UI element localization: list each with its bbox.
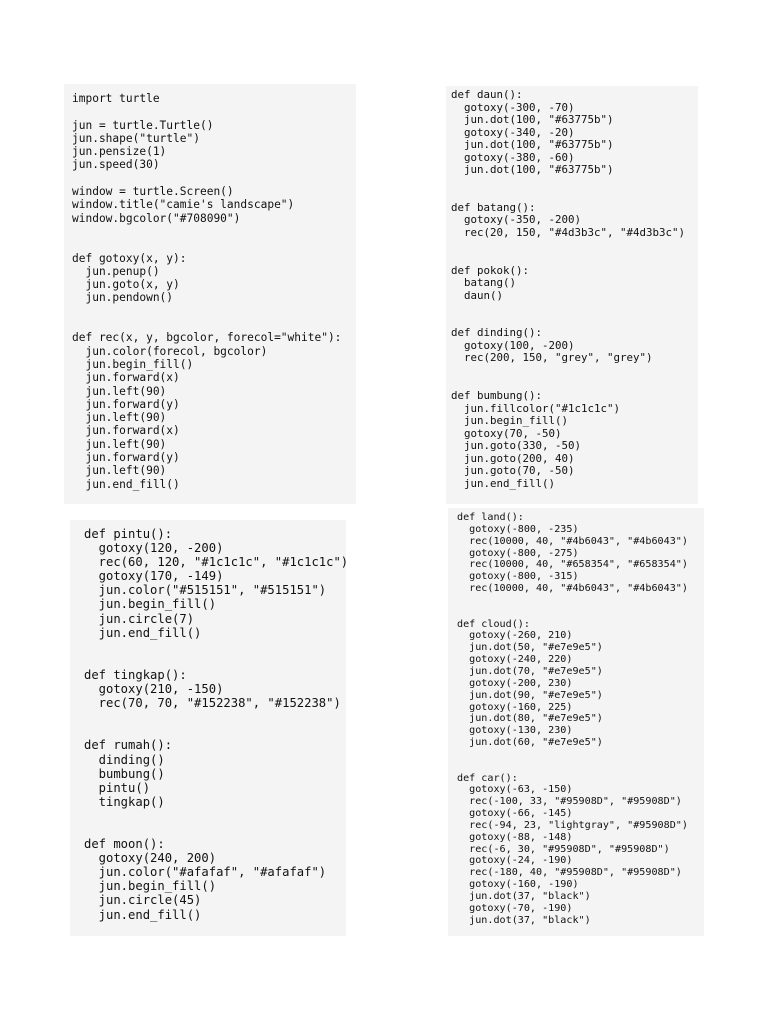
- code-line: jun.circle(45): [84, 893, 202, 908]
- code-line: [84, 640, 346, 654]
- code-line: jun.left(90): [72, 437, 167, 451]
- code-line: gotoxy(-88, -148): [457, 831, 573, 843]
- code-line: jun.dot(37, "black"): [457, 914, 591, 926]
- code-line: gotoxy(-800, -235): [457, 523, 579, 535]
- code-line: def daun():: [451, 88, 523, 101]
- code-line: [72, 305, 356, 318]
- code-line: gotoxy(-260, 210): [457, 630, 573, 642]
- code-line: jun.forward(x): [72, 371, 180, 385]
- code-line: jun.forward(x): [72, 424, 180, 438]
- code-panel-house-details-and-moon: [70, 520, 349, 936]
- code-line: jun.pendown(): [72, 291, 174, 305]
- code-line: [451, 302, 698, 315]
- code-panel-tree-and-house: [446, 86, 698, 504]
- code-line: import turtle: [72, 92, 160, 105]
- code-line: jun.pensize(1): [72, 145, 167, 159]
- code-line: rec(-6, 30, "#95908D", "#95908D"): [457, 843, 670, 855]
- code-line: [84, 724, 346, 738]
- code-line: window.title("camie's landscape"): [72, 198, 295, 212]
- code-line: tingkap(): [84, 794, 165, 809]
- code-line: def batang():: [451, 200, 536, 214]
- code-line: [451, 177, 698, 190]
- code-line: [72, 105, 356, 118]
- code-line: jun.dot(70, "#e7e9e5"): [457, 665, 603, 677]
- code-line: jun.dot(90, "#e7e9e5"): [457, 689, 603, 701]
- code-line: def car():: [457, 772, 518, 784]
- code-line: jun.dot(100, "#63775b"): [451, 163, 614, 177]
- code-line: jun.dot(60, "#e7e9e5"): [457, 737, 603, 749]
- code-line: jun.end_fill(): [84, 907, 202, 922]
- code-line: gotoxy(-300, -70): [451, 100, 575, 114]
- code-line: jun.penup(): [72, 264, 160, 278]
- code-line: [457, 749, 704, 761]
- code-line: jun.goto(x, y): [72, 278, 180, 292]
- code-line: jun.begin_fill(): [84, 597, 217, 612]
- code-line: def pintu():: [84, 527, 173, 541]
- code-line: pintu(): [84, 780, 151, 795]
- code-line: rec(60, 120, "#1c1c1c", "#1c1c1c"): [84, 555, 349, 570]
- code-line: gotoxy(-340, -20): [451, 125, 575, 139]
- code-line: def bumbung():: [451, 389, 543, 403]
- code-line: gotoxy(-380, -60): [451, 150, 575, 164]
- code-line: jun.end_fill(): [84, 625, 202, 640]
- code-line: jun.begin_fill(): [451, 414, 569, 428]
- code-line: window.bgcolor("#708090"): [72, 211, 241, 225]
- code-line: [72, 238, 356, 251]
- code-line: jun.goto(200, 40): [451, 451, 575, 465]
- code-line: def cloud():: [457, 618, 530, 630]
- code-line: gotoxy(100, -200): [451, 338, 575, 352]
- code-line: rec(-100, 33, "#95908D", "#95908D"): [457, 796, 682, 808]
- code-line: rec(10000, 40, "#4b6043", "#4b6043"): [457, 583, 688, 595]
- code-line: jun.speed(30): [72, 158, 160, 172]
- code-line: gotoxy(-63, -150): [457, 784, 573, 796]
- code-line: [84, 809, 346, 823]
- code-line: jun.left(90): [72, 411, 167, 425]
- code-line: rec(200, 150, "grey", "grey"): [451, 351, 653, 365]
- code-line: jun.begin_fill(): [72, 357, 194, 371]
- code-line: [451, 240, 698, 253]
- code-line: jun.end_fill(): [451, 476, 556, 490]
- code-line: [84, 654, 346, 668]
- code-line: gotoxy(120, -200): [84, 541, 224, 556]
- code-line: def rec(x, y, bgcolor, forecol="white"):: [72, 331, 342, 345]
- code-line: [457, 761, 704, 773]
- code-line: def land():: [457, 512, 524, 523]
- code-line: gotoxy(70, -50): [451, 426, 562, 440]
- code-panel-setup: [64, 84, 356, 504]
- code-line: [84, 710, 346, 724]
- code-line: window = turtle.Screen(): [72, 185, 234, 199]
- code-line: jun.shape("turtle"): [72, 131, 200, 145]
- code-line: gotoxy(-800, -275): [457, 547, 579, 559]
- code-line: rec(10000, 40, "#4b6043", "#4b6043"): [457, 535, 688, 547]
- code-line: gotoxy(-130, 230): [457, 725, 573, 737]
- code-line: jun.dot(50, "#e7e9e5"): [457, 642, 603, 654]
- code-line: gotoxy(210, -150): [84, 682, 224, 697]
- code-line: [451, 252, 698, 265]
- code-line: rec(-180, 40, "#95908D", "#95908D"): [457, 867, 682, 879]
- code-line: jun.goto(70, -50): [451, 464, 575, 478]
- code-line: jun.forward(y): [72, 451, 180, 465]
- code-line: jun.fillcolor("#1c1c1c"): [451, 401, 621, 415]
- code-line: gotoxy(170, -149): [84, 569, 224, 584]
- code-line: jun.left(90): [72, 384, 167, 398]
- code-line: jun.dot(100, "#63775b"): [451, 138, 614, 152]
- code-line: jun = turtle.Turtle(): [72, 118, 214, 132]
- code-line: [72, 172, 356, 185]
- code-line: [451, 365, 698, 378]
- code-line: jun.color("#515151", "#515151"): [84, 583, 327, 598]
- code-line: rec(10000, 40, "#658354", "#658354"): [457, 559, 688, 571]
- code-line: [84, 823, 346, 837]
- code-line: def rumah():: [84, 738, 173, 753]
- code-line: gotoxy(-800, -315): [457, 571, 579, 583]
- code-line: gotoxy(-160, -190): [457, 879, 579, 891]
- code-line: rec(70, 70, "#152238", "#152238"): [84, 696, 341, 711]
- code-line: jun.left(90): [72, 464, 167, 478]
- code-panel-land-cloud-car: [448, 508, 704, 936]
- code-line: jun.dot(100, "#63775b"): [451, 113, 614, 127]
- code-line: batang(): [451, 276, 517, 290]
- code-line: rec(20, 150, "#4d3b3c", "#4d3b3c"): [451, 226, 686, 240]
- code-line: def moon():: [84, 837, 165, 852]
- code-line: gotoxy(-240, 220): [457, 654, 573, 666]
- code-line: jun.forward(y): [72, 397, 180, 411]
- code-line: jun.color(forecol, bgcolor): [72, 344, 268, 358]
- code-line: rec(-94, 23, "lightgray", "#95908D"): [457, 819, 688, 831]
- code-line: jun.end_fill(): [72, 477, 180, 491]
- code-line: jun.dot(80, "#e7e9e5"): [457, 713, 603, 725]
- code-line: gotoxy(240, 200): [84, 851, 217, 866]
- code-line: jun.dot(37, "black"): [457, 891, 591, 902]
- code-line: gotoxy(-24, -190): [457, 855, 573, 867]
- code-line: jun.begin_fill(): [84, 879, 217, 894]
- code-line: def gotoxy(x, y):: [72, 251, 187, 265]
- code-line: jun.circle(7): [84, 611, 195, 626]
- code-line: [72, 318, 356, 331]
- code-line: [457, 595, 704, 607]
- code-line: gotoxy(-160, 225): [457, 701, 573, 713]
- code-line: def tingkap():: [84, 667, 187, 682]
- code-line: dinding(): [84, 752, 165, 767]
- code-line: daun(): [451, 288, 504, 302]
- code-line: gotoxy(-200, 230): [457, 677, 573, 689]
- code-line: [72, 225, 356, 238]
- code-line: jun.color("#afafaf", "#afafaf"): [84, 865, 327, 880]
- code-line: jun.goto(330, -50): [451, 439, 582, 453]
- code-line: [457, 607, 704, 619]
- code-line: bumbung(): [84, 766, 165, 781]
- code-line: def dinding():: [451, 326, 543, 340]
- code-line: def pokok():: [451, 263, 530, 277]
- code-line: gotoxy(-70, -190): [457, 902, 573, 914]
- code-line: gotoxy(-350, -200): [451, 213, 582, 227]
- code-line: gotoxy(-66, -145): [457, 808, 573, 820]
